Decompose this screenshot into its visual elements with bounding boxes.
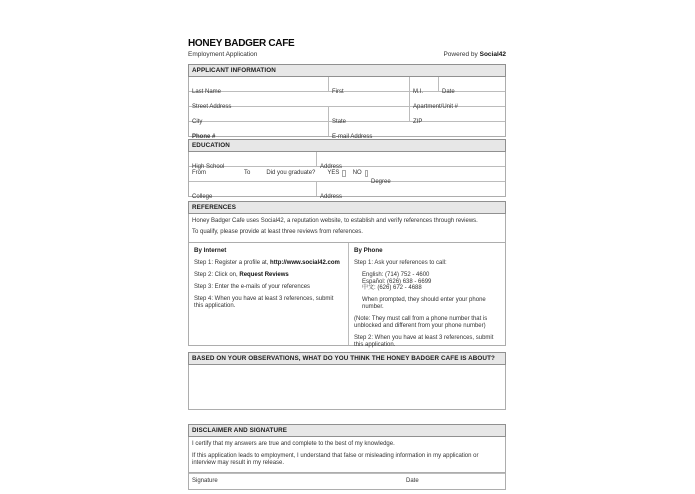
high-school-address-label: Address: [320, 164, 343, 170]
email-label: E-mail Address: [332, 134, 373, 140]
internet-step3: Step 3: Enter the e-mails of your references: [194, 284, 311, 290]
request-reviews-label: Request Reviews: [239, 272, 289, 278]
college-label: College: [192, 194, 213, 200]
zip-label: ZIP: [413, 119, 423, 125]
observations-field[interactable]: [188, 365, 506, 410]
phone-number-english: English: (714) 752 - 4600: [362, 272, 430, 278]
table-row: [189, 106, 505, 125]
table-row: [189, 121, 505, 140]
college-address-field[interactable]: [316, 182, 505, 200]
phone-numbers-list: [362, 272, 500, 292]
phone-unblocked-note: (Note: They must call from a phone number that is unblocked and different from your phone number): [354, 315, 488, 329]
references-section-header: REFERENCES: [188, 201, 506, 214]
high-school-label: High School: [192, 164, 225, 170]
disclaimer-body: [188, 437, 506, 473]
no-label: NO: [352, 170, 362, 176]
degree-label: Degree: [371, 179, 391, 185]
disclaimer-line1: I certify that my answers are true and complete to the best of my knowledge.: [192, 441, 395, 447]
college-address-label: Address: [320, 194, 343, 200]
email-field[interactable]: [328, 122, 505, 140]
signature-field[interactable]: Signature: [192, 478, 218, 484]
table-row: [189, 166, 505, 185]
college-field[interactable]: [189, 182, 316, 200]
references-intro: [188, 214, 506, 243]
phone-step1: Step 1: Ask your references to call:: [354, 260, 447, 266]
disclaimer-line2: If this application leads to employment, I understand that false or misleading information in my application or interview may result in my release.: [192, 453, 479, 466]
last-name-field[interactable]: [189, 77, 328, 95]
city-label: City: [192, 119, 203, 125]
references-intro-line2: To qualify, please provide at least three reviews from references.: [192, 229, 363, 235]
form-subtitle: Employment Application: [188, 51, 258, 58]
city-field[interactable]: [189, 107, 328, 125]
employment-application-form: [188, 38, 506, 490]
company-title: HONEY BADGER CAFE: [188, 38, 295, 49]
phone-label: Phone #: [192, 134, 216, 140]
by-internet-column: [189, 243, 349, 345]
date-field[interactable]: [438, 77, 505, 95]
education-table: [188, 152, 506, 200]
section-disclaimer: [188, 424, 506, 490]
applicant-table: [188, 77, 506, 140]
internet-step2-text: Step 2: Click on,: [194, 272, 240, 278]
from-field[interactable]: From: [192, 170, 206, 176]
section-observations: [188, 352, 506, 410]
state-field[interactable]: [328, 107, 409, 125]
high-school-field[interactable]: [189, 152, 316, 170]
references-columns: [188, 243, 506, 346]
phone-step2: Step 2: When you have at least 3 references, submit this application.: [354, 334, 494, 348]
internet-step2: [194, 272, 343, 279]
internet-step1-text: Step 1: Register a profile at,: [194, 260, 271, 266]
apartment-unit-field[interactable]: [409, 92, 505, 110]
signature-row: [189, 473, 505, 489]
education-section-header: EDUCATION: [188, 139, 506, 152]
last-name-label: Last Name: [192, 89, 222, 95]
table-row: [189, 77, 505, 95]
powered-by: [443, 51, 506, 58]
disclaimer-section-header: DISCLAIMER AND SIGNATURE: [188, 424, 506, 437]
signature-date-field[interactable]: Date: [406, 478, 419, 484]
street-address-field[interactable]: [189, 92, 409, 110]
by-phone-heading: By Phone: [354, 247, 383, 254]
high-school-address-field[interactable]: [316, 152, 505, 170]
applicant-section-header: APPLICANT INFORMATION: [188, 64, 506, 77]
social42-brand: Social42: [479, 51, 506, 58]
social42-url: http://www.social42.com: [270, 260, 340, 266]
by-internet-heading: By Internet: [194, 247, 227, 254]
powered-by-prefix: Powered by: [443, 51, 480, 58]
title-block: [188, 38, 506, 58]
date-label: Date: [442, 89, 455, 95]
section-references: [188, 201, 506, 346]
observations-section-header: BASED ON YOUR OBSERVATIONS, WHAT DO YOU THINK THE HONEY BADGER CAFE IS ABOUT?: [188, 352, 506, 365]
table-row: [189, 91, 505, 110]
degree-field[interactable]: [368, 167, 505, 185]
first-name-field[interactable]: [328, 77, 409, 95]
education-dates-cell: [189, 167, 368, 177]
internet-step4: Step 4: When you have at least 3 references, submit this application.: [194, 296, 334, 309]
table-row: [189, 152, 505, 170]
apartment-unit-label: Apartment/Unit #: [413, 104, 459, 110]
to-field[interactable]: To: [244, 170, 251, 176]
graduate-question-label: Did you graduate?: [266, 170, 316, 176]
references-intro-line1: Honey Badger Cafe uses Social42, a reputation website, to establish and verify references through reviews.: [192, 218, 478, 224]
first-name-label: First: [332, 89, 344, 95]
yes-label: YES: [327, 170, 340, 176]
phone-field[interactable]: [189, 122, 328, 140]
table-row: [189, 181, 505, 200]
zip-field[interactable]: [409, 107, 505, 125]
middle-initial-label: M.I.: [413, 89, 423, 95]
phone-number-spanish: Español: (626) 638 - 6699: [362, 278, 432, 285]
section-education: [188, 139, 506, 200]
signature-table: [188, 473, 506, 490]
phone-prompt-note: When prompted, they should enter your phone number.: [362, 296, 486, 310]
state-label: State: [332, 119, 347, 125]
phone-number-chinese: 中文: (626) 672 - 4688: [362, 285, 422, 291]
graduate-yes-checkbox[interactable]: [342, 170, 345, 177]
internet-step1: [194, 260, 343, 267]
middle-initial-field[interactable]: [409, 77, 438, 95]
by-phone-column: [349, 243, 505, 348]
street-address-label: Street Address: [192, 104, 232, 110]
section-applicant-information: [188, 64, 506, 140]
